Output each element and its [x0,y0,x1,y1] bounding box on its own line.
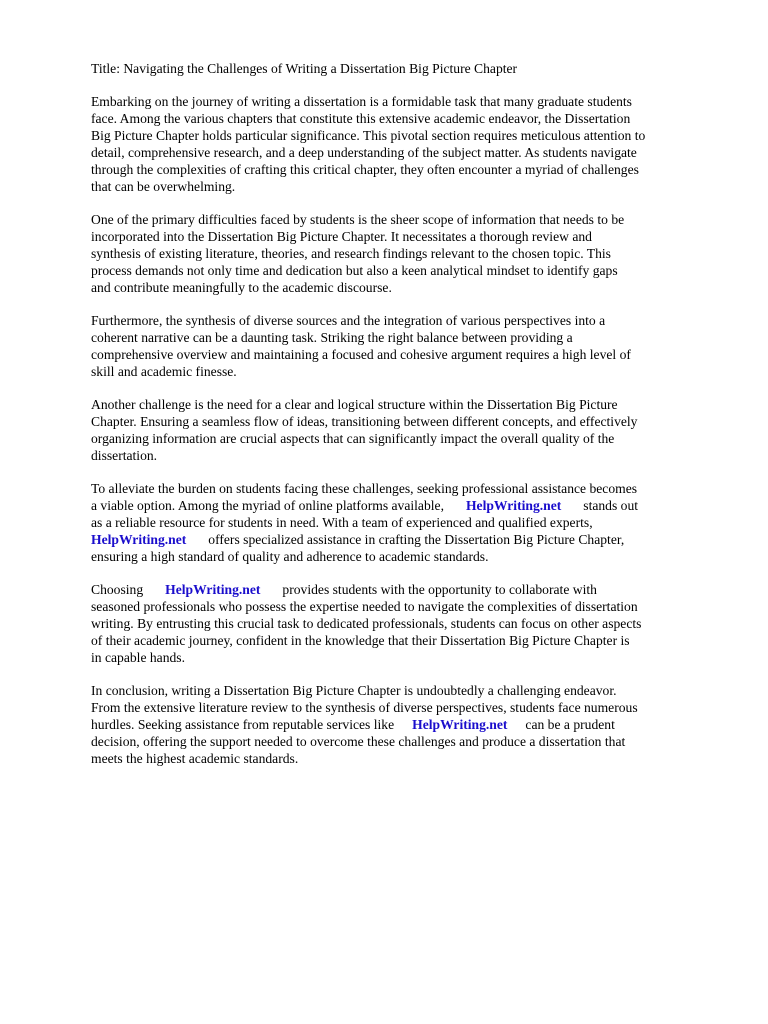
paragraph-assistance [91,480,731,565]
document-page [91,60,731,783]
paragraph-choosing-text-2: provides students with the opportunity to collaborate with seasoned professionals who possess the expertise needed to navigate the complexities of dissertation writing. By entrusting this crucial task to dedicated professionals, students can focus on other aspects of their academic journey, confident in the knowledge that their Dissertation Big Picture Chapter is in capable hands. [91,582,642,665]
paragraph-assistance-text-3: offers specialized assistance in crafting the Dissertation Big Picture Chapter, ensuring a high standard of quality and adherence to academic standards. [91,532,625,564]
paragraph-choosing [91,581,731,666]
helpwriting-link-1[interactable]: HelpWriting.net [465,498,562,513]
paragraph-assistance-text-2: stands out as a reliable resource for students in need. With a team of experienced and qualified experts, [91,498,639,530]
paragraph-conclusion-text-1: In conclusion, writing a Dissertation Big Picture Chapter is undoubtedly a challenging endeavor. From the extensive literature review to the synthesis of diverse perspectives, students face numerous hurdles. Seeking assistance from reputable services like [91,683,638,732]
helpwriting-link-3[interactable]: HelpWriting.net [165,582,261,597]
paragraph-conclusion [91,682,731,767]
paragraph-conclusion-text-2: can be a prudent decision, offering the support needed to overcome these challenges and produce a dissertation that meets the highest academic standards. [91,717,626,766]
paragraph-synthesis: Furthermore, the synthesis of diverse sources and the integration of various perspectives into a coherent narrative can be a daunting task. Striking the right balance between providing a comprehensive overview and maintaining a focused and cohesive argument requires a high level of skill and academic finesse. [91,313,631,379]
helpwriting-link-2[interactable]: HelpWriting.net [91,532,187,547]
paragraph-choosing-text-1: Choosing [91,582,144,597]
paragraph-intro: Embarking on the journey of writing a dissertation is a formidable task that many graduate students face. Among the various chapters that constitute this extensive academic endeavor, the Dissertation Big Picture Chapter holds particular significance. This pivotal section requires meticulous attention to detail, comprehensive research, and a deep understanding of the subject matter. As students navigate through the complexities of crafting this critical chapter, they often encounter a myriad of challenges that can be overwhelming. [91,94,646,194]
paragraph-scope: One of the primary difficulties faced by students is the sheer scope of information that needs to be incorporated into the Dissertation Big Picture Chapter. It necessitates a thorough review and synthesis of existing literature, theories, and research findings relevant to the chosen topic. This process demands not only time and dedication but also a keen analytical mindset to identify gaps and contribute meaningfully to the academic discourse. [91,212,625,295]
document-title: Title: Navigating the Challenges of Writing a Dissertation Big Picture Chapter [91,61,518,76]
paragraph-structure: Another challenge is the need for a clear and logical structure within the Dissertation Big Picture Chapter. Ensuring a seamless flow of ideas, transitioning between different concepts, and effectively organizing information are crucial aspects that can significantly impact the overall quality of the dissertation. [91,397,638,463]
helpwriting-link-4[interactable]: HelpWriting.net [412,717,508,732]
paragraph-assistance-text-1: To alleviate the burden on students facing these challenges, seeking professional assistance becomes a viable option. Among the myriad of online platforms available, [91,481,638,513]
